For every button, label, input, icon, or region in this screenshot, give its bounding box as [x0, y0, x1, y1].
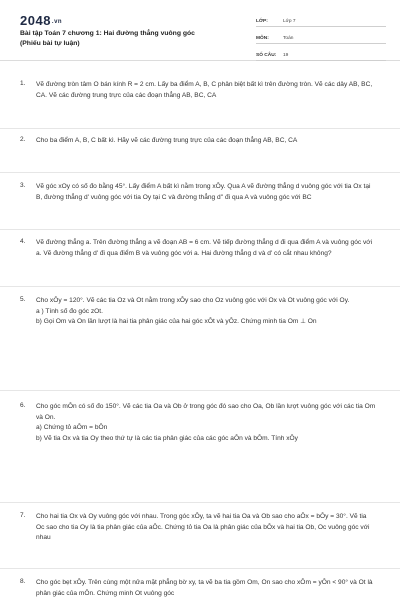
question-divider	[0, 502, 400, 503]
worksheet-header	[0, 0, 400, 61]
question-divider	[0, 172, 400, 173]
question-item: 5. Cho xÔy = 120°. Vẽ các tia Oz và Ot nằm trong xÔy sao cho Oz vuông góc với Ox và Ot vuông góc với Oy. a ) Tính số đo góc zOt. b) Gọi Om và On lần lượt là hai tia phân giác của hai góc xÔt và yÔz. Chứng minh tia Om ⊥ On	[20, 296, 350, 326]
meta-table	[256, 13, 386, 64]
worksheet-title: Bài tập Toán 7 chương 1: Hai đường thẳng vuông góc (Phiếu bài tự luận)	[20, 30, 195, 47]
question-divider	[0, 390, 400, 391]
question-item: 1. Vẽ đường tròn tâm O bán kính R = 2 cm. Lấy ba điểm A, B, C phân biệt bất kì trên đường tròn. Vẽ các dây AB, BC, CA. Vẽ các đường trung trực của các đoạn thẳng AB, BC, CA	[20, 80, 373, 99]
question-divider	[0, 568, 400, 569]
question-divider	[0, 128, 400, 129]
question-item: 2. Cho ba điểm A, B, C bất kì. Hãy vẽ các đường trung trực của các đoạn thẳng AB, BC, CA	[20, 136, 298, 144]
question-divider	[0, 286, 400, 287]
question-item: 8. Cho góc bẹt xÔy. Trên cùng một nửa mặt phẳng bờ xy, ta vẽ ba tia gồm Om, On sao cho xÔm = yÔn < 90° và Ot là phân giác của mÔn. Chứng minh Ot vuông góc	[20, 578, 373, 597]
site-logo[interactable]: 2048.vn	[20, 13, 63, 28]
question-item: 3. Vẽ góc xOy có số đo bằng 45°. Lấy điểm A bất kì nằm trong xÔy. Qua A vẽ đường thẳng d vuông góc với tia Ox tại B, đường thẳng d' vuông góc với tia Oy tại C và đường thẳng d'' đi qua A và vuông góc với BC	[20, 182, 371, 201]
meta-row-count: SỐ CÂU: 19	[256, 47, 386, 61]
meta-row-class: LỚP: Lớp 7	[256, 13, 386, 27]
question-divider	[0, 229, 400, 230]
question-item: 7. Cho hai tia Ox và Oy vuông góc với nhau. Trong góc xÔy, ta vẽ hai tia Oa và Ob sao cho aÔx = bÔy = 30°. Vẽ tia Oc sao cho tia Oy là tia phân giác của aÔc. Chứng tỏ tia Oa là phân giác của bÔx và hai tia Ob, Oc vuông góc với nhau	[20, 512, 370, 542]
question-item: 6. Cho góc mÔn có số đo 150°. Vẽ các tia Oa và Ob ở trong góc đó sao cho Oa, Ob lần lượt vuông góc với các tia Om và On. a) Chứng tỏ aÔm = bÔn b) Vẽ tia Ox và tia Oy theo thứ tự là các tia phân giác của các góc aÔn và bÔm. Tính xÔy	[20, 402, 376, 442]
question-item: 4. Vẽ đường thẳng a. Trên đường thẳng a vẽ đoạn AB = 6 cm. Vẽ tiếp đường thẳng d đi qua điểm A và vuông góc với a. Vẽ đường thẳng d' đi qua điểm B và vuông góc với a. Hai đường thẳng d và d' có cắt nhau không?	[20, 238, 373, 257]
meta-row-subject: MÔN: Toán	[256, 30, 386, 44]
